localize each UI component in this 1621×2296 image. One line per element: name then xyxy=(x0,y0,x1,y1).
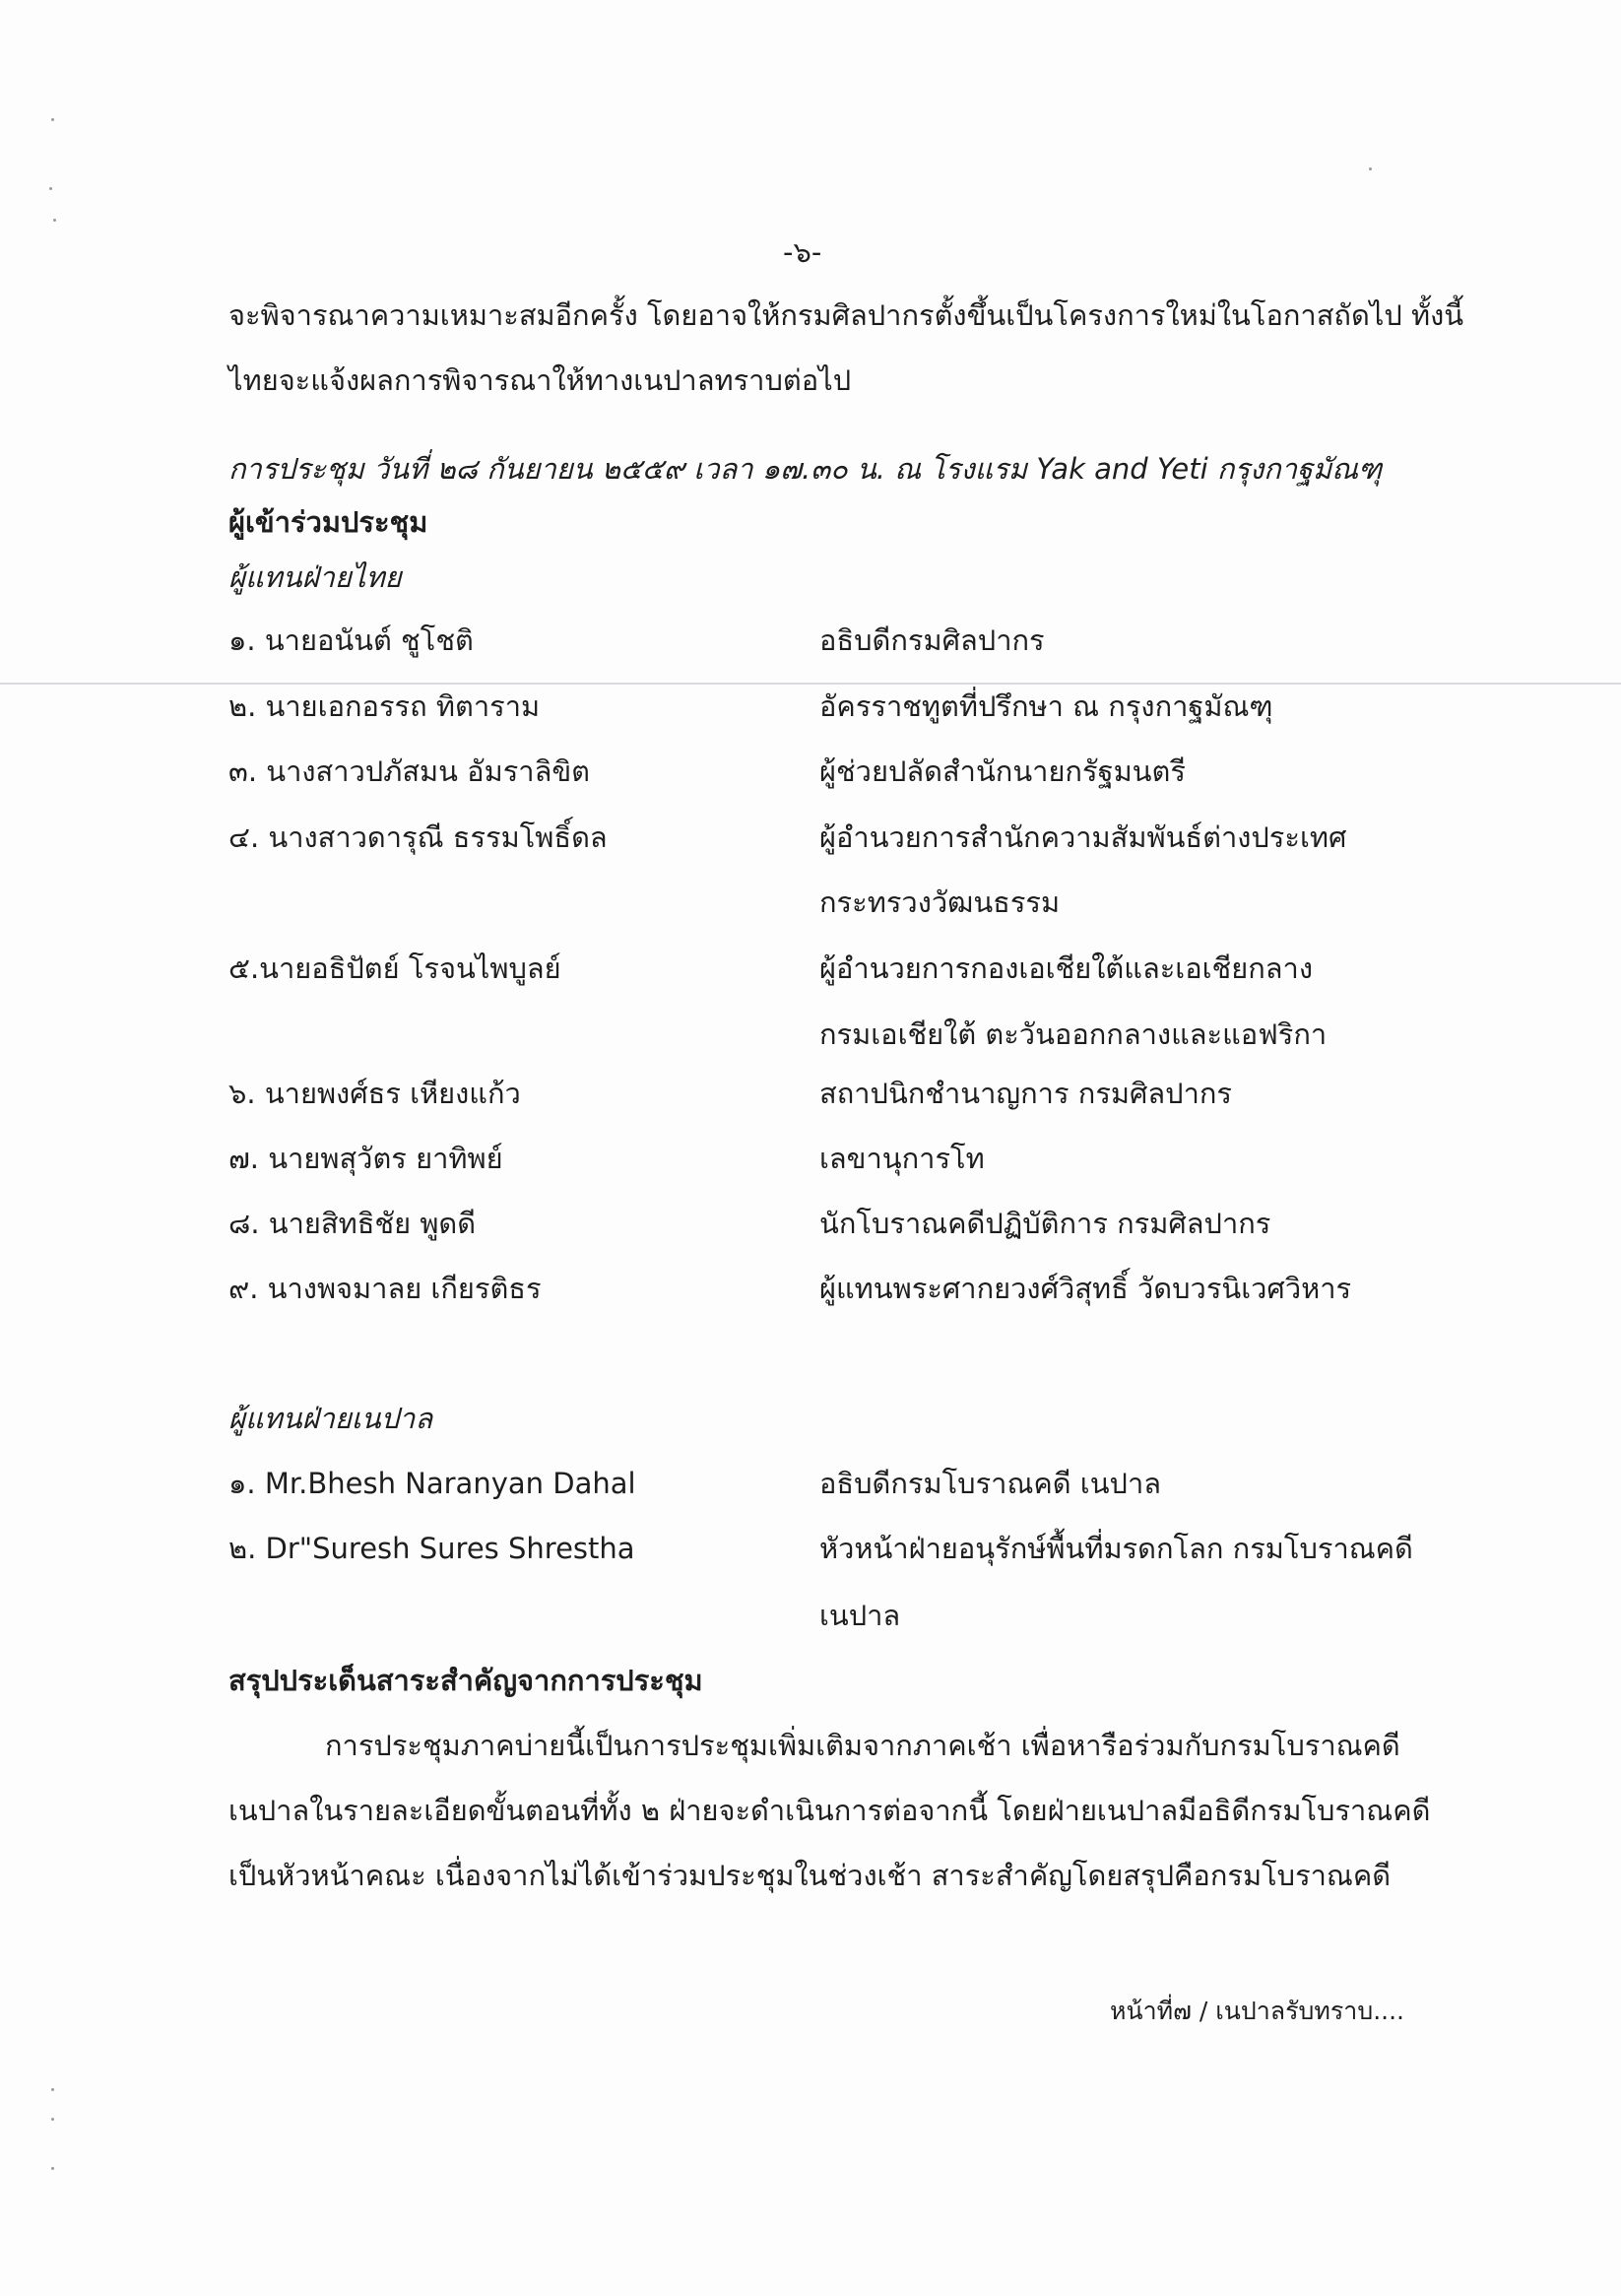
summary-line-3: เป็นหัวหน้าคณะ เนื่องจากไม่ได้เข้าร่วมประชุมในช่วงเช้า สาระสำคัญโดยสรุปคือกรมโบราณคดี xyxy=(228,1859,1392,1892)
scan-artifact-line xyxy=(0,683,1621,685)
thai-member-position: อัครราชทูตที่ปรึกษา ณ กรุงกาฐมัณฑุ xyxy=(819,689,1273,723)
thai-member-name: ๘. นายสิทธิชัย พูดดี xyxy=(228,1207,477,1240)
thai-member-position-cont: กระทรวงวัฒนธรรม xyxy=(819,886,1061,919)
nepal-member-position-cont: เนปาล xyxy=(819,1599,901,1632)
thai-member-name: ๔. นางสาวดารุณี ธรรมโพธิ์ดล xyxy=(228,820,608,854)
thai-member-position: เลขานุการโท xyxy=(819,1142,985,1175)
scan-speck xyxy=(51,2118,54,2121)
summary-heading: สรุปประเด็นสาระสำคัญจากการประชุม xyxy=(228,1664,703,1697)
attendees-heading: ผู้เข้าร่วมประชุม xyxy=(228,505,428,539)
scan-speck xyxy=(51,2088,54,2091)
thai-member-name: ๙. นางพจมาลย เกียรติธร xyxy=(228,1272,542,1305)
nepal-member-name: ๑. Mr.Bhesh Naranyan Dahal xyxy=(228,1467,636,1500)
thai-member-position: ผู้ช่วยปลัดสำนักนายกรัฐมนตรี xyxy=(819,754,1186,788)
thai-member-position: ผู้อำนวยการกองเอเชียใต้และเอเชียกลาง xyxy=(819,951,1313,985)
thai-member-name: ๗. นายพสุวัตร ยาทิพย์ xyxy=(228,1142,503,1175)
summary-line-1: การประชุมภาคบ่ายนี้เป็นการประชุมเพิ่มเติมจากภาคเช้า เพื่อหารือร่วมกับกรมโบราณคดี xyxy=(325,1729,1400,1762)
thai-member-position: ผู้แทนพระศากยวงศ์วิสุทธิ์ วัดบวรนิเวศวิหาร xyxy=(819,1272,1352,1305)
thai-member-name: ๑. นายอนันต์ ชูโชติ xyxy=(228,623,474,657)
thai-member-position: นักโบราณคดีปฏิบัติการ กรมศิลปากร xyxy=(819,1207,1271,1240)
nepal-side-heading: ผู้แทนฝ่ายเนปาล xyxy=(228,1402,433,1435)
intro-line-2: ไทยจะแจ้งผลการพิจารณาให้ทางเนปาลทราบต่อไป xyxy=(228,363,852,397)
thai-member-position-cont: กรมเอเชียใต้ ตะวันออกกลางและแอฟริกา xyxy=(819,1017,1328,1051)
scan-speck xyxy=(1369,167,1372,170)
page-number: -๖- xyxy=(783,235,822,269)
thai-side-heading: ผู้แทนฝ่ายไทย xyxy=(228,560,402,594)
nepal-member-position: อธิบดีกรมโบราณคดี เนปาล xyxy=(819,1467,1162,1500)
nepal-member-position: หัวหน้าฝ่ายอนุรักษ์พื้นที่มรดกโลก กรมโบราณคดี xyxy=(819,1532,1413,1565)
thai-member-position: อธิบดีกรมศิลปากร xyxy=(819,623,1045,657)
thai-member-name: ๕.นายอธิปัตย์ โรจนไพบูลย์ xyxy=(228,951,561,985)
summary-line-2: เนปาลในรายละเอียดขั้นตอนที่ทั้ง ๒ ฝ่ายจะดำเนินการต่อจากนี้ โดยฝ่ายเนปาลมีอธิดีกรมโบราณคดี xyxy=(228,1794,1431,1827)
scan-speck xyxy=(51,118,54,121)
scan-speck xyxy=(51,2167,54,2170)
thai-member-position: ผู้อำนวยการสำนักความสัมพันธ์ต่างประเทศ xyxy=(819,820,1347,854)
thai-member-name: ๖. นายพงศ์ธร เหียงแก้ว xyxy=(228,1077,521,1110)
nepal-member-name: ๒. Dr"Suresh Sures Shrestha xyxy=(228,1532,635,1565)
thai-member-position: สถาปนิกชำนาญการ กรมศิลปากร xyxy=(819,1077,1233,1110)
scan-speck xyxy=(49,187,52,190)
meeting-datetime-line: การประชุม วันที่ ๒๘ กันยายน ๒๕๕๙ เวลา ๑๗.๓๐ น. ณ โรงแรม Yak and Yeti กรุงกาฐมัณฑุ xyxy=(228,452,1383,486)
intro-line-1: จะพิจารณาความเหมาะสมอีกครั้ง โดยอาจให้กรมศิลปากรตั้งขึ้นเป็นโครงการใหม่ในโอกาสถัดไป ทั้งนี้ xyxy=(228,298,1464,332)
thai-member-name: ๒. นายเอกอรรถ ทิตาราม xyxy=(228,689,541,723)
thai-member-name: ๓. นางสาวปภัสมน อัมราลิขิต xyxy=(228,754,591,788)
next-page-footer: หน้าที่๗ / เนปาลรับทราบ.... xyxy=(1110,1997,1404,2025)
scan-speck xyxy=(53,219,56,222)
